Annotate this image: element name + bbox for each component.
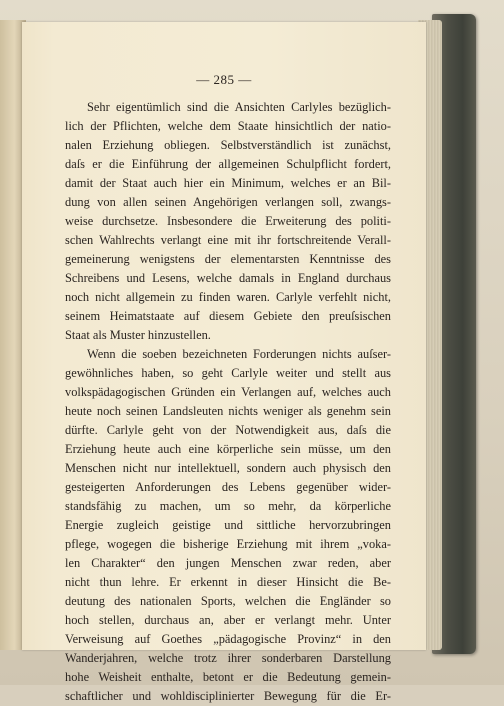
text-line: gewöhnliches haben, so geht Carlyle weiter und stellt aus <box>65 366 391 380</box>
text-line: dürfte. Carlyle geht von der Notwendigkeit aus, daſs die <box>65 423 391 437</box>
text-line: Erziehung heute auch eine körperliche sein müsse, um den <box>65 442 391 456</box>
text-line: standsfähig zu machen, um so mehr, da körperliche <box>65 499 391 513</box>
text-line: deutung des nationalen Sports, welchen die Engländer so <box>65 594 391 608</box>
text-line: Sehr eigentümlich sind die Ansichten Carlyles bezüglich- <box>87 100 391 114</box>
text-line: weise durchsetze. Insbesondere die Erweiterung des politi- <box>65 214 391 228</box>
text-line: Wenn die soeben bezeichneten Forderungen nichts auſser- <box>87 347 391 361</box>
text-line: hoch stellen, durchaus an, aber er verlangt mehr. Unter <box>65 613 391 627</box>
text-line: nicht thun lehre. Er erkennt in dieser Hinsicht die Be- <box>65 575 391 589</box>
body-text <box>65 98 391 706</box>
text-line: volkspädagogischen Gründen ein Verlangen auf, welches auch <box>65 385 391 399</box>
text-line: Schreibens und Lesens, welche damals in England durchaus <box>65 271 391 285</box>
text-line: len Charakter“ den jungen Menschen zwar reden, aber <box>65 556 391 570</box>
text-line: hohe Weisheit enthalte, betont er die Bedeutung gemein- <box>65 670 391 684</box>
text-line: nalen Erziehung obliegen. Selbstverständlich ist zunächst, <box>65 138 391 152</box>
text-line: heute noch seinen Landsleuten nichts weniger als genehm sein <box>65 404 391 418</box>
text-line: gemeinerung wenigstens der elementarsten Kenntnisse des <box>65 252 391 266</box>
text-line: lich der Pflichten, welche dem Staate hinsichtlich der natio- <box>65 119 391 133</box>
text-line: daſs er die Einführung der allgemeinen Schulpflicht fordert, <box>65 157 391 171</box>
text-line: Menschen nicht nur intellektuell, sondern auch physisch den <box>65 461 391 475</box>
text-line: damit der Staat auch hier ein Minimum, welches er an Bil- <box>65 176 391 190</box>
text-line: Wanderjahren, welche trotz ihrer sonderbaren Darstellung <box>65 651 391 665</box>
text-line: gesteigerten Anforderungen des Lebens gegenüber wider- <box>65 480 391 494</box>
text-line: noch nicht allgemein zu finden waren. Carlyle verfehlt nicht, <box>65 290 391 304</box>
book-page <box>22 22 426 703</box>
text-line: schen Wahlrechts verlangt eine mit ihr fortschreitende Verall- <box>65 233 391 247</box>
text-line: schaftlicher und wohldisciplinierter Bewegung für die Er- <box>65 689 391 703</box>
text-line: pflege, wogegen die bisherige Erziehung mit ihrem „voka- <box>65 537 391 551</box>
text-line: Energie zugleich geistige und sittliche hervorzubringen <box>65 518 391 532</box>
text-line: dung von allen seinen Angehörigen verlangen soll, zwangs- <box>65 195 391 209</box>
text-line: Staat als Muster hinzustellen. <box>65 328 211 342</box>
text-line: seinem Heimatstaate auf diesem Gebiete den preuſsischen <box>65 309 391 323</box>
text-line: Verweisung auf Goethes „pädagogische Provinz“ in den <box>65 632 391 646</box>
page-number: — 285 — <box>196 72 252 87</box>
